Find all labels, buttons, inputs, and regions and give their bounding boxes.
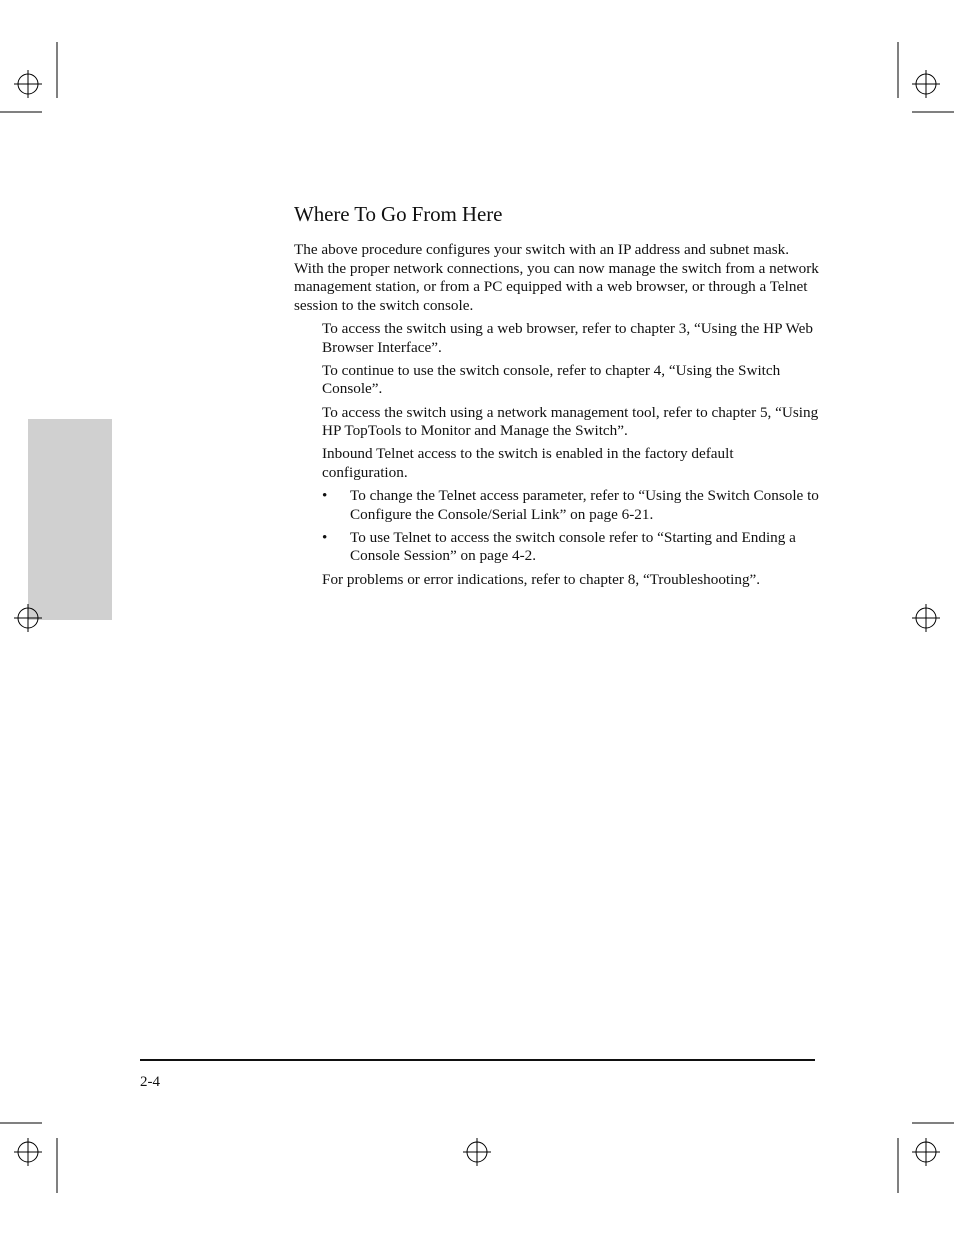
- registration-mark-bottom-center: [463, 1138, 491, 1166]
- intro-paragraph: The above procedure configures your switch with an IP address and subnet mask. With the proper network connections, you can now manage the switch from a network management station, or from a PC equipped with a web browser, or through a Telnet session to the switch console.: [294, 241, 819, 314]
- bullet-item: [322, 528, 819, 566]
- bullet-item: [322, 487, 819, 524]
- registration-mark-bottom-left: [14, 1138, 42, 1166]
- troubleshooting-paragraph: For problems or error indications, refer to chapter 8, “Troubleshooting”.: [322, 570, 761, 588]
- telnet-paragraph: Inbound Telnet access to the switch is enabled in the factory default configuration.: [322, 445, 734, 481]
- web-browser-paragraph: To access the switch using a web browser, refer to chapter 3, “Using the HP Web Browser Interface”.: [322, 319, 813, 356]
- main-content: [294, 200, 819, 594]
- bullet-text: To use Telnet to access the switch console refer to “Starting and Ending a Console Session” on page 4-2.: [350, 528, 796, 565]
- registration-mark-top-right: [912, 70, 940, 98]
- registration-mark-middle-left: [14, 604, 42, 632]
- registration-mark-bottom-right: [912, 1138, 940, 1166]
- footer-rule: [140, 1059, 815, 1061]
- network-management-paragraph: To access the switch using a network management tool, refer to chapter 5, “Using HP TopTools to Monitor and Manage the Switch”.: [322, 403, 819, 440]
- section-heading: Where To Go From Here: [294, 202, 503, 226]
- bullet-text: To change the Telnet access parameter, refer to “Using the Switch Console to Configure the Console/Serial Link” on page 6-21.: [350, 487, 819, 523]
- bullet-dot: •: [322, 528, 328, 546]
- bullet-dot: •: [322, 487, 328, 505]
- registration-mark-top-left: [14, 70, 42, 98]
- switch-console-paragraph: To continue to use the switch console, refer to chapter 4, “Using the Switch Console”.: [322, 361, 781, 398]
- registration-mark-middle-right: [912, 604, 940, 632]
- page-number: 2-4: [140, 1074, 160, 1090]
